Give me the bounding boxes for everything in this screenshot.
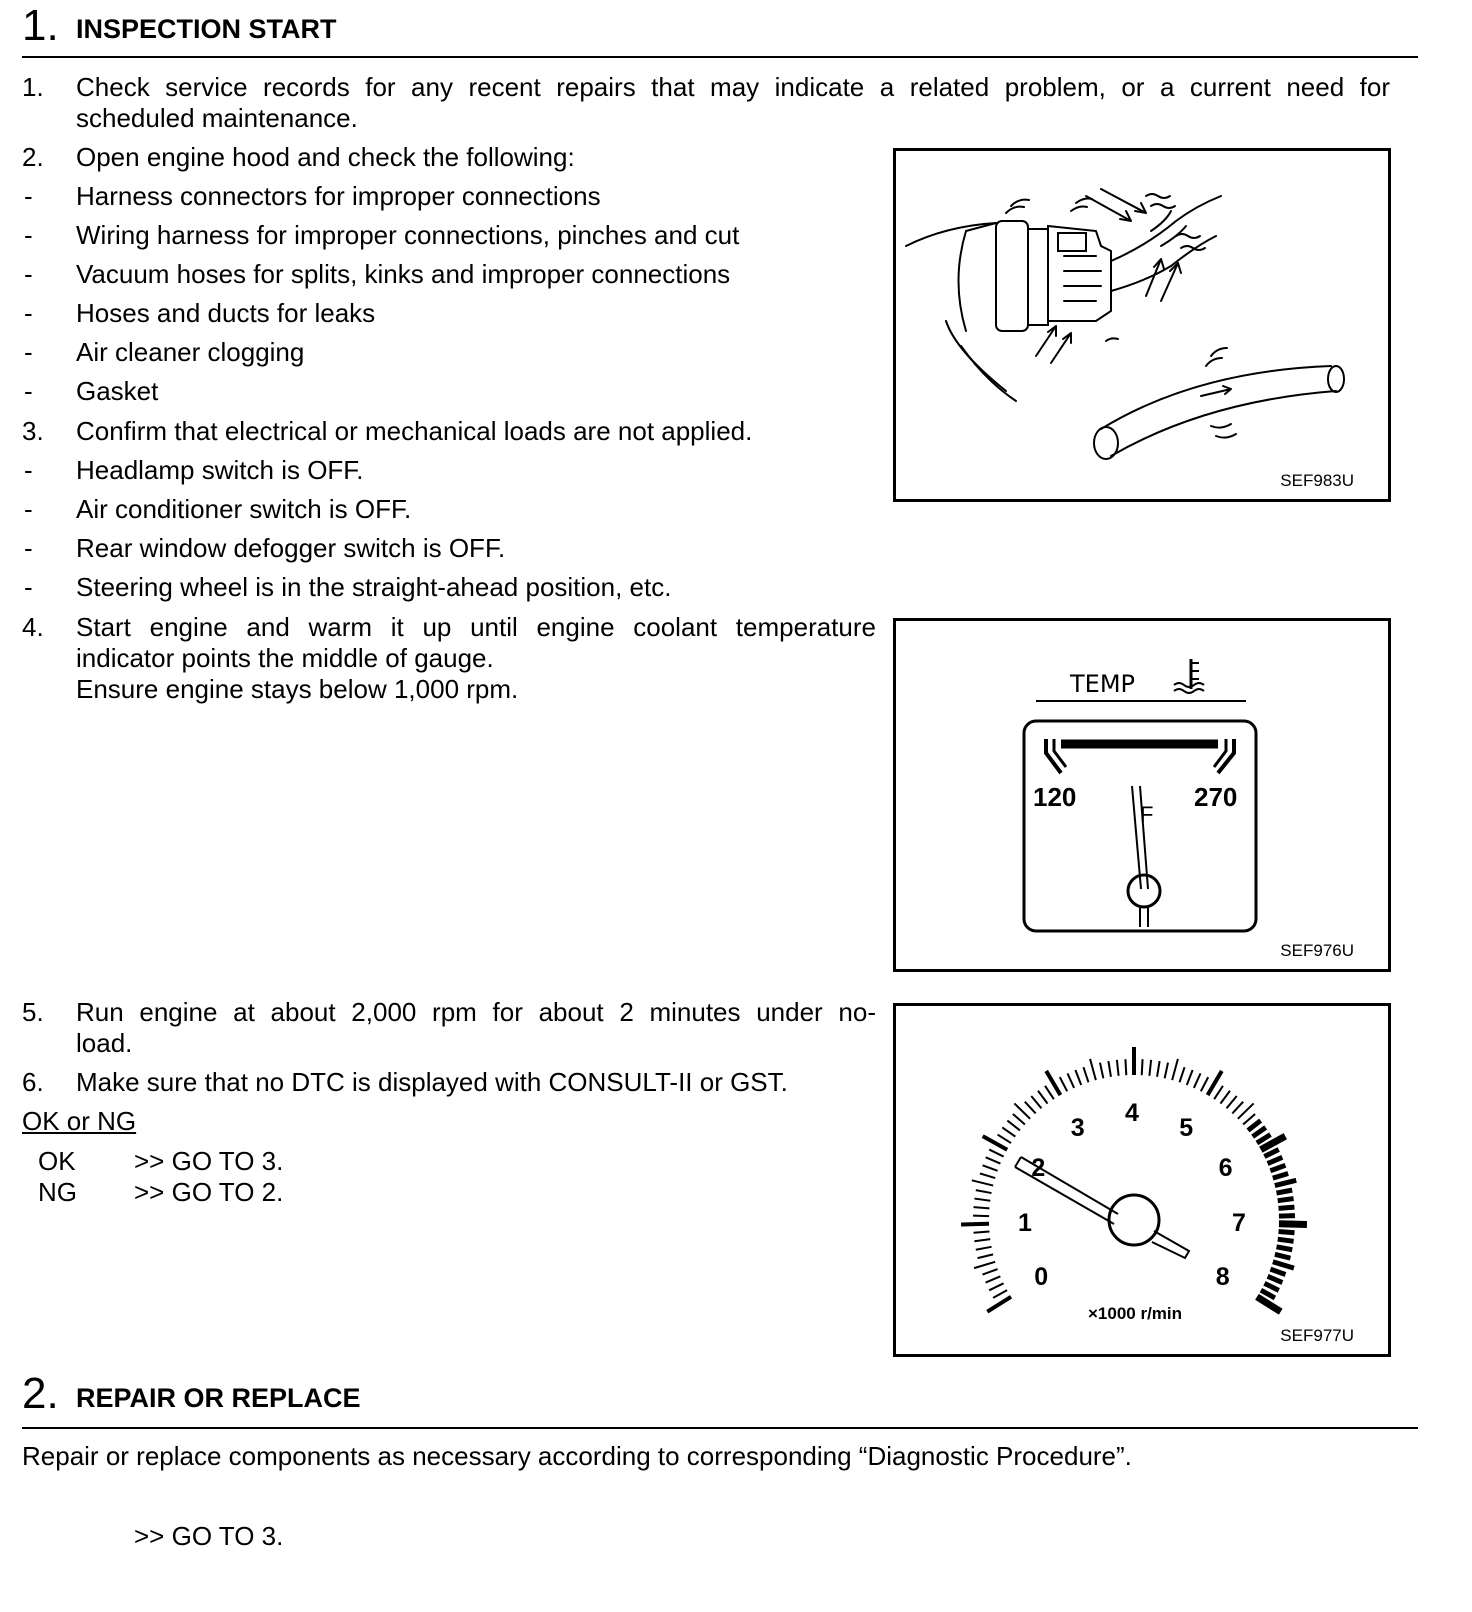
- tach-minor-tick: [1045, 1086, 1054, 1099]
- item-4-line-1: Start engine and warm it up until engine coolant temperature: [76, 612, 876, 642]
- tach-minor-tick: [1275, 1254, 1291, 1258]
- tach-minor-tick: [983, 1165, 998, 1170]
- tach-number-8: 8: [1215, 1262, 1230, 1291]
- tach-minor-tick: [1149, 1060, 1151, 1076]
- tach-minor-tick: [1180, 1067, 1185, 1082]
- item-5-number: 5.: [22, 997, 44, 1027]
- tach-minor-tick: [974, 1232, 990, 1233]
- tach-minor-tick: [1253, 1127, 1266, 1136]
- tach-minor-tick: [980, 1173, 995, 1178]
- tach-minor-tick: [1031, 1096, 1041, 1108]
- item-1-line-2: scheduled maintenance.: [76, 103, 358, 133]
- tach-minor-tick: [1279, 1232, 1295, 1233]
- tach-minor-tick: [1108, 1061, 1111, 1077]
- section-1-rule: [22, 56, 1418, 58]
- item-4-line-2: indicator points the middle of gauge.: [76, 643, 494, 673]
- tach-minor-tick: [1273, 1262, 1294, 1268]
- tach-major-tick: [1257, 1297, 1281, 1312]
- tach-minor-tick: [983, 1269, 998, 1274]
- tachometer-unit-label: ×1000 r/min: [1088, 1304, 1183, 1323]
- temperature-gauge-illustration: [896, 621, 1394, 975]
- connector-hose-illustration: [896, 151, 1394, 505]
- section-2-number: 2.: [22, 1369, 59, 1418]
- tach-minor-tick: [1157, 1061, 1160, 1077]
- tach-minor-tick: [1067, 1073, 1074, 1088]
- tach-minor-tick: [1248, 1121, 1261, 1131]
- result-ok-action: >> GO TO 3.: [134, 1146, 284, 1176]
- tach-major-tick: [1279, 1224, 1307, 1225]
- tach-minor-tick: [974, 1239, 990, 1241]
- tach-minor-tick: [1090, 1059, 1096, 1080]
- tach-minor-tick: [1278, 1239, 1294, 1241]
- item-3-sub-4: Steering wheel is in the straight-ahead position, etc.: [76, 572, 672, 602]
- tach-minor-tick: [1268, 1157, 1283, 1163]
- item-6-text: Make sure that no DTC is displayed with CONSULT-II or GST.: [76, 1067, 788, 1097]
- item-2-sub-5: Air cleaner clogging: [76, 337, 305, 367]
- temp-low-label: 120: [1033, 782, 1077, 812]
- tach-minor-tick: [1194, 1073, 1201, 1088]
- figure-connector-inspection: [893, 148, 1391, 502]
- item-2-sub-6-dash: -: [24, 376, 33, 406]
- result-ng-label: NG: [38, 1177, 77, 1207]
- tach-minor-tick: [1275, 1180, 1296, 1185]
- item-2-text: Open engine hood and check the following:: [76, 142, 575, 172]
- tach-minor-tick: [1276, 1190, 1292, 1193]
- tach-minor-tick: [989, 1283, 1003, 1290]
- tach-minor-tick: [1232, 1102, 1243, 1114]
- tach-number-1: 1: [1018, 1208, 1032, 1237]
- tach-minor-tick: [1013, 1114, 1025, 1125]
- tach-minor-tick: [1277, 1247, 1293, 1250]
- tach-minor-tick: [1220, 1091, 1230, 1104]
- item-3-number: 3.: [22, 416, 44, 446]
- tach-minor-tick: [986, 1157, 1001, 1163]
- tach-minor-tick: [1142, 1059, 1143, 1075]
- item-1-number: 1.: [22, 72, 44, 102]
- tach-minor-tick: [986, 1276, 1001, 1282]
- tach-minor-tick: [1187, 1070, 1193, 1085]
- item-2-sub-4-dash: -: [24, 298, 33, 328]
- item-2-sub-1-dash: -: [24, 181, 33, 211]
- tach-minor-tick: [1201, 1077, 1208, 1091]
- tach-minor-tick: [974, 1199, 990, 1201]
- tach-minor-tick: [976, 1247, 992, 1250]
- item-4-number: 4.: [22, 612, 44, 642]
- tach-minor-tick: [1075, 1070, 1081, 1085]
- figure-2-code: SEF976U: [1280, 941, 1354, 960]
- item-6-number: 6.: [22, 1067, 44, 1097]
- item-2-sub-3: Vacuum hoses for splits, kinks and improper connections: [76, 259, 731, 289]
- tach-number-6: 6: [1218, 1154, 1233, 1183]
- section-2-action: >> GO TO 3.: [134, 1521, 284, 1551]
- item-3-sub-1-dash: -: [24, 455, 33, 485]
- tach-minor-tick: [1270, 1269, 1285, 1274]
- tach-number-2: 2: [1031, 1154, 1046, 1183]
- item-4-line-3: Ensure engine stays below 1,000 rpm.: [76, 674, 519, 704]
- tach-major-tick: [987, 1297, 1011, 1312]
- tach-minor-tick: [1279, 1207, 1295, 1208]
- section-1-number: 1.: [22, 1, 59, 50]
- item-2-number: 2.: [22, 142, 44, 172]
- item-2-sub-4: Hoses and ducts for leaks: [76, 298, 376, 328]
- figure-1-code: SEF983U: [1280, 471, 1354, 490]
- tach-minor-tick: [1025, 1102, 1036, 1114]
- figure-tachometer: [893, 1003, 1391, 1357]
- tach-number-5: 5: [1179, 1113, 1194, 1142]
- tach-minor-tick: [1264, 1283, 1278, 1290]
- tach-minor-tick: [1060, 1077, 1067, 1091]
- item-2-sub-2-dash: -: [24, 220, 33, 250]
- tach-minor-tick: [1165, 1063, 1168, 1079]
- item-5-line-2: load.: [76, 1028, 133, 1058]
- tach-major-tick: [961, 1224, 989, 1225]
- section-2-text: Repair or replace components as necessary according to corresponding “Diagnostic Procedure”.: [22, 1441, 1132, 1471]
- tach-number-7: 7: [1231, 1208, 1246, 1237]
- tach-minor-tick: [976, 1190, 992, 1193]
- tach-minor-tick: [1100, 1063, 1103, 1079]
- tach-minor-tick: [993, 1290, 1007, 1298]
- tach-minor-tick: [1273, 1173, 1288, 1178]
- tach-minor-tick: [1007, 1121, 1020, 1131]
- tach-minor-tick: [1172, 1059, 1178, 1080]
- item-1-line-1: Check service records for any recent repairs that may indicate a related problem, or a current need for: [76, 72, 1390, 102]
- result-ok-label: OK: [38, 1146, 76, 1176]
- item-3-text: Confirm that electrical or mechanical loads are not applied.: [76, 416, 753, 446]
- tach-minor-tick: [1038, 1091, 1048, 1104]
- section-2-rule: [22, 1427, 1418, 1429]
- temp-gauge-title: TEMP: [1070, 670, 1136, 698]
- tach-minor-tick: [989, 1150, 1003, 1157]
- item-2-sub-6: Gasket: [76, 376, 159, 406]
- tach-number-4: 4: [1125, 1099, 1139, 1127]
- tach-minor-tick: [974, 1207, 990, 1208]
- item-2-sub-2: Wiring harness for improper connections, pinches and cut: [76, 220, 740, 250]
- tach-minor-tick: [1227, 1096, 1237, 1108]
- ok-or-ng-heading: OK or NG: [22, 1106, 137, 1136]
- item-2-sub-3-dash: -: [24, 259, 33, 289]
- figure-temperature-gauge: [893, 618, 1391, 972]
- item-5-line-1: Run engine at about 2,000 rpm for about 2 minutes under no-: [76, 997, 876, 1027]
- section-1-title: INSPECTION START: [76, 14, 337, 44]
- item-3-sub-2: Air conditioner switch is OFF.: [76, 494, 412, 524]
- item-3-sub-3-dash: -: [24, 533, 33, 563]
- item-2-sub-5-dash: -: [24, 337, 33, 367]
- result-ng-action: >> GO TO 2.: [134, 1177, 284, 1207]
- item-3-sub-1: Headlamp switch is OFF.: [76, 455, 364, 485]
- item-3-sub-2-dash: -: [24, 494, 33, 524]
- tach-minor-tick: [998, 1135, 1012, 1143]
- tach-minor-tick: [1214, 1086, 1223, 1099]
- tach-number-3: 3: [1070, 1113, 1085, 1142]
- item-2-sub-1: Harness connectors for improper connections: [76, 181, 601, 211]
- tach-minor-tick: [1125, 1059, 1126, 1075]
- item-3-sub-3: Rear window defogger switch is OFF.: [76, 533, 506, 563]
- tach-minor-tick: [1264, 1150, 1278, 1157]
- tach-number-0: 0: [1034, 1262, 1049, 1291]
- temp-high-label: 270: [1194, 782, 1238, 812]
- figure-3-code: SEF977U: [1280, 1326, 1354, 1345]
- tach-minor-tick: [978, 1254, 994, 1258]
- tach-minor-tick: [1243, 1114, 1255, 1125]
- tach-minor-tick: [974, 1262, 995, 1268]
- tach-minor-tick: [1002, 1127, 1015, 1136]
- coolant-temp-icon: [1174, 659, 1204, 693]
- tach-minor-tick: [1083, 1067, 1088, 1082]
- needle-mark: F: [1140, 802, 1154, 827]
- tach-minor-tick: [972, 1180, 993, 1185]
- item-3-sub-4-dash: -: [24, 572, 33, 602]
- tach-minor-tick: [1270, 1165, 1285, 1170]
- tach-minor-tick: [1268, 1276, 1283, 1282]
- tach-minor-tick: [1278, 1199, 1294, 1201]
- tach-minor-tick: [1117, 1060, 1119, 1076]
- section-2-title: REPAIR OR REPLACE: [76, 1383, 361, 1413]
